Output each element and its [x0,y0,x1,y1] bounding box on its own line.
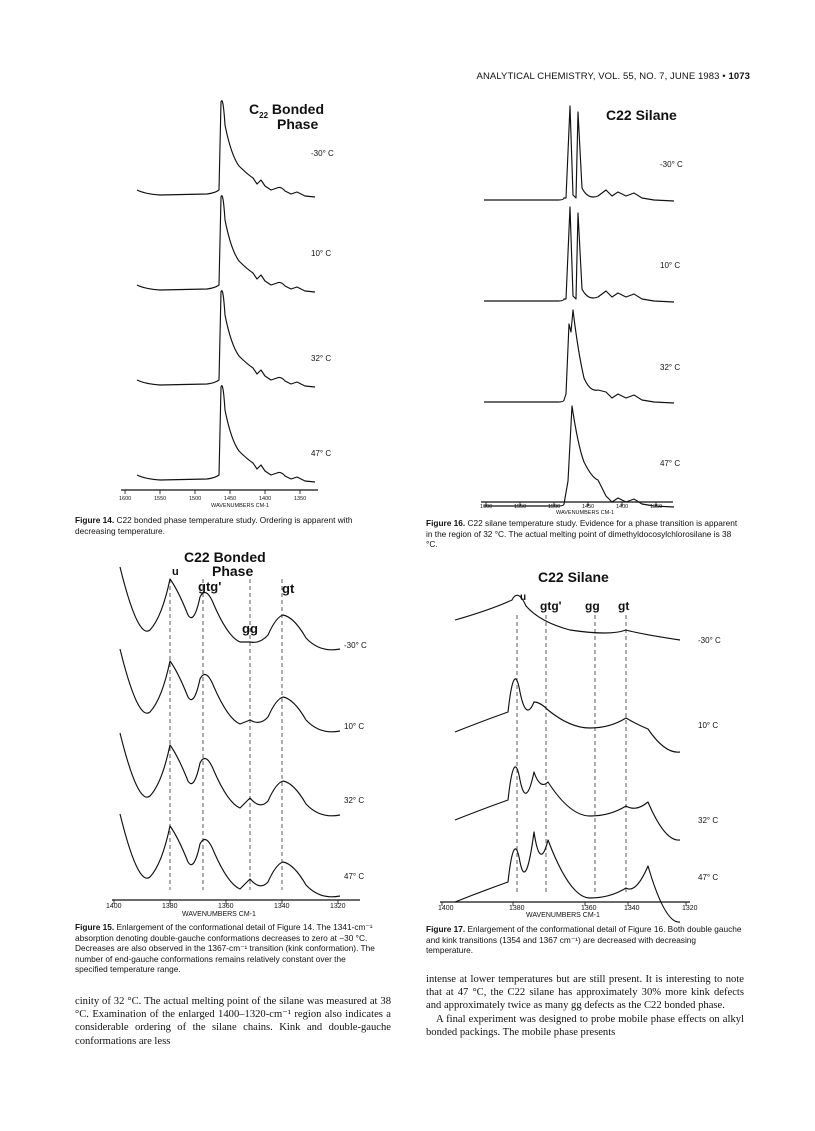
fig16-trace [484,406,674,507]
fig14-x-label: WAVENUMBERS CM-1 [211,503,270,509]
fig14-title-phase: Phase [277,116,319,132]
fig16-title: C22 Silane [606,107,677,123]
fig17-peak-label: gtg' [540,599,562,613]
fig17-temp-label: 10° C [698,721,719,730]
fig15-title-phase: Phase [212,563,254,579]
fig17-tick-label: 1360 [581,905,597,912]
fig15-temp-label: 10° C [344,722,365,731]
fig15-caption-label: Figure 15. [75,922,115,932]
fig14-temp-label: 10° C [311,249,332,258]
fig16-temp-label: 47° C [660,459,681,468]
fig15-peak-label: gt [282,581,295,596]
fig17-tick-label: 1340 [624,905,640,912]
fig14-temp-label: 32° C [311,354,332,363]
fig17-tick-label: 1380 [509,905,525,912]
fig17-tick-label: 1400 [438,905,454,912]
fig16-trace [484,207,674,302]
fig14-title: $C_{22}$ Bonded [249,101,325,120]
fig14-caption-label: Figure 14. [75,515,115,525]
fig17-caption-label: Figure 17. [426,924,466,934]
fig17-peak-label: gt [618,599,630,613]
fig14-tick-label: 1500 [189,496,202,502]
fig15-title: C22 Bonded [184,549,266,565]
fig15-x-label: WAVENUMBERS CM-1 [182,911,256,918]
fig16-tick-label: 1550 [514,504,527,510]
fig17-trace [455,679,680,752]
journal-name: ANALYTICAL CHEMISTRY, VOL. 55, NO. 7, JUNE 1983 • [476,71,726,82]
fig15-peak-label: u [172,566,179,578]
fig16-tick-label: 1600 [480,504,493,510]
fig16-temp-label: -30° C [660,160,683,169]
fig17-x-label: WAVENUMBERS CM-1 [526,912,600,919]
fig15-tick-label: 1320 [330,903,346,910]
fig17-tick-label: 1320 [682,905,698,912]
figure-14-caption [75,515,375,536]
fig15-trace [120,814,340,897]
fig15-temp-label: -30° C [344,641,367,650]
fig14-trace [137,196,315,292]
fig16-caption-label: Figure 16. [426,518,466,528]
fig16-temp-label: 10° C [660,261,681,270]
body-text-left: cinity of 32 °C. The actual melting point of the silane was measured at 38 °C. Examination of the enlarged 1400–1320-cm⁻¹ region also indicates a considerable ordering of the silane chains. Kink and double-gauche conformations are less [75,996,391,1047]
fig14-tick-label: 1350 [294,496,307,502]
page-number: 1073 [728,71,750,82]
fig14-caption-text: C22 bonded phase temperature study. Ordering is apparent with decreasing temperature. [75,515,353,536]
fig17-peak-label: u [520,592,527,603]
fig17-trace [455,832,680,922]
figure-17-caption [426,924,744,956]
fig15-tick-label: 1340 [274,903,290,910]
fig15-peak-label: gtg' [198,579,222,594]
fig15-temp-label: 32° C [344,796,365,805]
running-header [430,71,750,82]
fig16-caption-text: C22 silane temperature study. Evidence for a phase transition is apparent in the region of 32 °C. The actual melting point of dimethyldocosylchlorosilane is 38 °C. [426,518,738,550]
fig14-tick-label: 1550 [154,496,167,502]
figure-15 [90,545,390,918]
fig16-x-label: WAVENUMBERS CM-1 [556,510,615,516]
fig14-tick-label: 1600 [119,496,132,502]
fig14-trace [137,291,315,387]
fig14-trace [137,386,315,482]
fig16-tick-label: 1400 [616,504,629,510]
body-paragraph-2: A final experiment was designed to probe mobile phase effects on alkyl bonded packings. The mobile phase presents [426,1013,744,1038]
figure-16 [478,90,738,515]
fig17-temp-label: 32° C [698,816,719,825]
fig17-caption-text: Enlargement of the conformational detail of Figure 16. Both double gauche and kink transitions (1354 and 1367 cm⁻¹) are decreased with decreasing temperature. [426,924,742,956]
fig14-temp-label: -30° C [311,149,334,158]
figure-14 [115,90,365,510]
fig17-trace [455,595,680,640]
fig15-tick-label: 1400 [106,903,122,910]
fig15-temp-label: 47° C [344,872,365,881]
fig16-tick-label: 1350 [650,504,663,510]
fig16-tick-label: 1450 [582,504,595,510]
fig16-tick-label: 1500 [548,504,561,510]
fig17-temp-label: -30° C [698,636,721,645]
fig15-trace [120,649,340,732]
fig15-trace [120,567,340,650]
fig17-trace [455,767,680,840]
figure-16-caption [426,518,744,550]
fig15-trace [120,733,340,816]
fig17-temp-label: 47° C [698,873,719,882]
fig14-tick-label: 1400 [259,496,272,502]
fig15-caption-text: Enlargement of the conformational detail of Figure 14. The 1341-cm⁻¹ absorption denoting double-gauche conformations decreases to zero at −30 °C. Decreases are also observed in the 1367-cm⁻¹ transition (kink conformation). The number of end-gauche conformations remains relatively constant over the specified temperature range. [75,922,375,975]
fig17-peak-label: gg [585,599,600,613]
fig15-peak-label: gg [242,621,258,636]
fig14-temp-label: 47° C [311,449,332,458]
fig14-tick-label: 1450 [224,496,237,502]
figure-15-caption [75,922,380,975]
figure-17 [440,570,730,925]
fig16-trace [484,310,674,403]
fig15-tick-label: 1380 [162,903,178,910]
body-text-right [426,973,744,1039]
fig16-temp-label: 32° C [660,363,681,372]
fig17-title: C22 Silane [538,569,609,585]
body-paragraph-1: intense at lower temperatures but are still present. It is interesting to note that at 47 °C, the C22 silane has approximately 30% more kink defects and approximately twice as many gg defects as the C22 bonded phase. [426,974,744,1012]
fig15-tick-label: 1360 [218,903,234,910]
